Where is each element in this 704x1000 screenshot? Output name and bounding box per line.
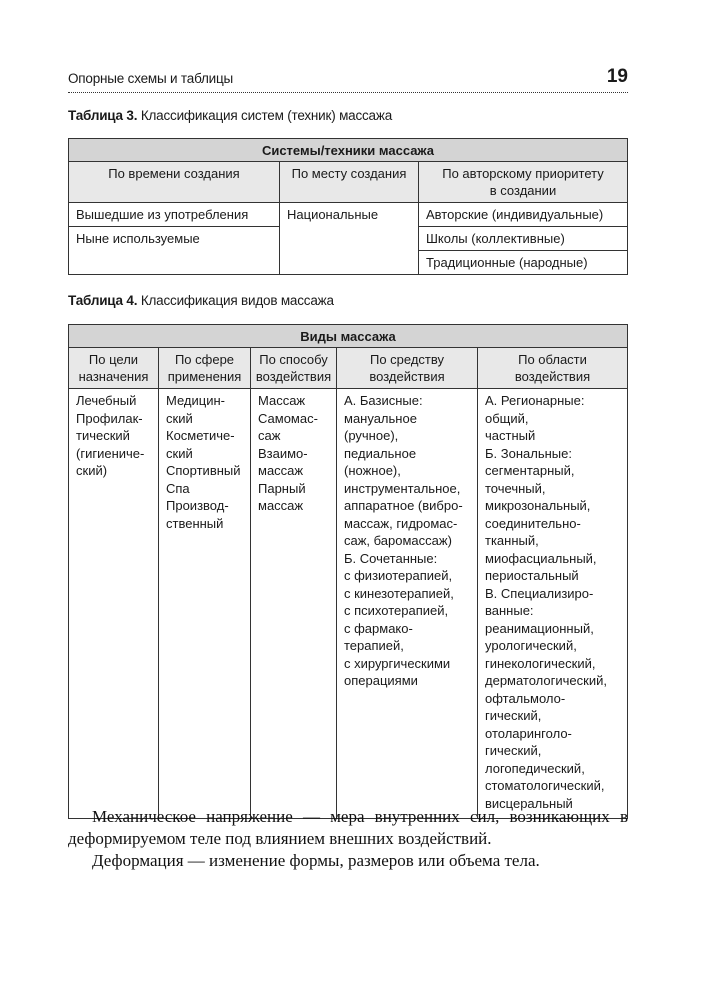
body-paragraph: Механическое напряжение — мера внутренних сил, возникающих в деформируемом теле под влиянием внешних воздействий. xyxy=(68,807,628,848)
table3 xyxy=(68,138,628,275)
table3-caption-label: Таблица 3. xyxy=(68,108,138,123)
table3-cell: Школы (коллективные) xyxy=(419,227,628,251)
table4-group-header: Виды массажа xyxy=(69,325,628,348)
table3-cell: Авторские (индивидуальные) xyxy=(419,203,628,227)
table4-caption xyxy=(68,293,334,308)
table4-caption-text: Классификация видов массажа xyxy=(137,293,334,308)
table4-col-header: По сфере применения xyxy=(159,348,251,389)
table3-cell: Ныне используемые xyxy=(69,227,280,275)
table3-col-header: По авторскому приоритету в создании xyxy=(419,162,628,203)
table3-group-header: Системы/техники массажа xyxy=(69,139,628,162)
page-header xyxy=(68,64,628,93)
table3-cell: Традиционные (народные) xyxy=(419,251,628,275)
table4-col-header: По способу воздействия xyxy=(251,348,337,389)
table4 xyxy=(68,324,628,819)
table3-col-header: По времени создания xyxy=(69,162,280,203)
table3-cell: Национальные xyxy=(280,203,419,275)
table3-col-header: По месту создания xyxy=(280,162,419,203)
table4-col-header: По средству воздействия xyxy=(337,348,478,389)
table4-cell: А. Базисные: мануальное (ручное), педиальное (ножное), инструментальное, аппаратное (вибро- массаж, гидромас- саж, баромассаж) Б. Сочетанные: с физиотерапией, с кинезотерапией, с психотерапией, с фармако- терапией, с хирургическими операциями xyxy=(337,389,478,819)
running-title: Опорные схемы и таблицы xyxy=(68,71,234,86)
table3-caption-text: Классификация систем (техник) массажа xyxy=(137,108,393,123)
table4-col-header: По цели назначения xyxy=(69,348,159,389)
table3-cell: Вышедшие из употребления xyxy=(69,203,280,227)
table4-cell: Медицин- ский Косметиче- ский Спортивный Спа Производ- ственный xyxy=(159,389,251,819)
body-paragraph: Деформация — изменение формы, размеров или объема тела. xyxy=(92,851,540,870)
table4-col-header: По области воздействия xyxy=(478,348,628,389)
table4-cell: Массаж Самомас- саж Взаимо- массаж Парный массаж xyxy=(251,389,337,819)
table3-caption xyxy=(68,108,392,123)
table4-cell: Лечебный Профилак- тический (гигиениче- ский) xyxy=(69,389,159,819)
table4-cell: А. Регионарные: общий, частный Б. Зональные: сегментарный, точечный, микрозональный, соединительно- тканный, миофасциальный, периостальный В. Специализиро- ванные: реанимационный, урологический, гинекологический, дерматологический, офтальмоло- гический, отоларинголо- гический, логопедический, стоматологический, висцеральный xyxy=(478,389,628,819)
page-number: 19 xyxy=(606,66,628,87)
table4-caption-label: Таблица 4. xyxy=(68,293,138,308)
